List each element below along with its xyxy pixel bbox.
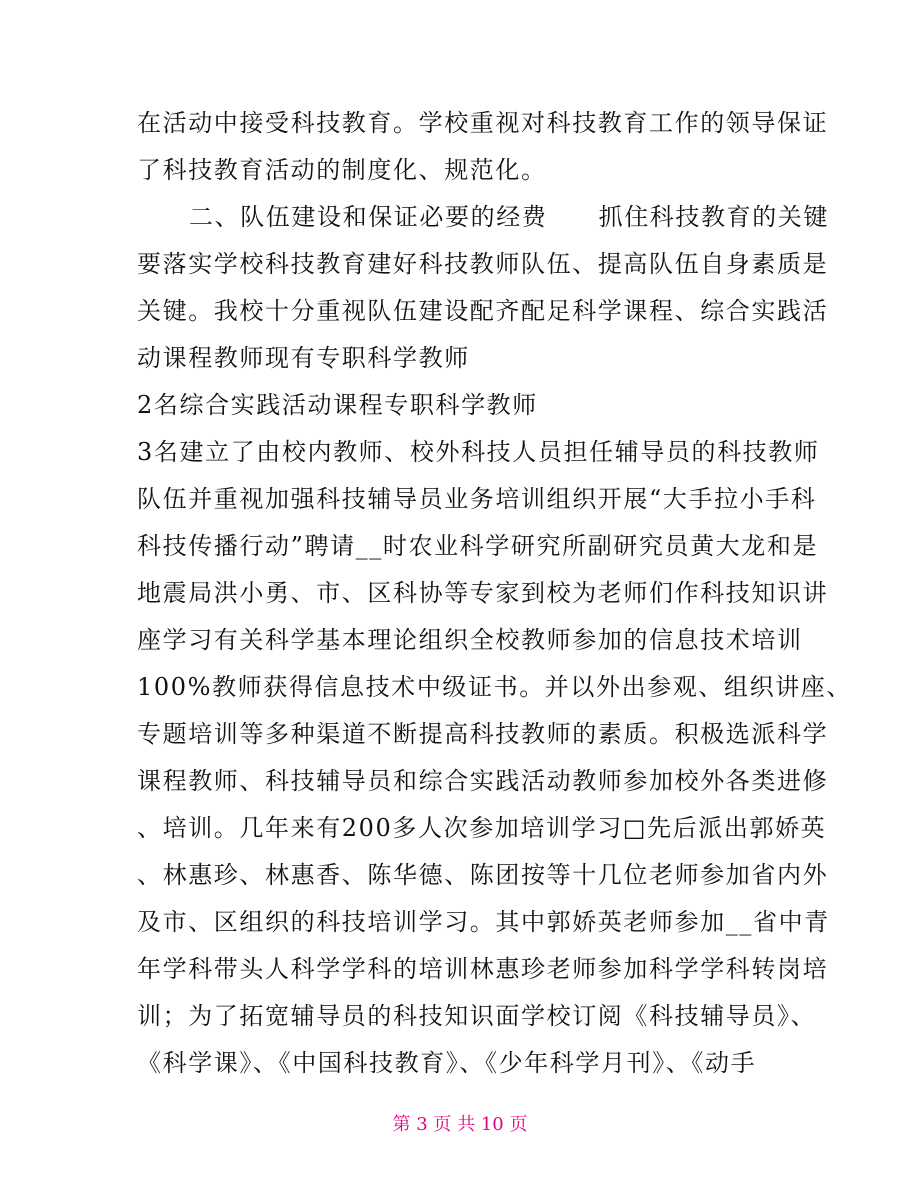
page-number-footer: 第 3 页 共 10 页 <box>392 1114 528 1135</box>
text-line: 3名建立了由校内教师、校外科技人员担任辅导员的科技教师 <box>137 438 820 466</box>
text-line: 100%教师获得信息技术中级证书。并以外出参观、组织讲座、 <box>137 673 853 701</box>
text-line: 在活动中接受科技教育。学校重视对科技教育工作的领导保证 <box>137 109 829 137</box>
text-line: 动课程教师现有专职科学教师 <box>137 344 470 372</box>
text-line: 及市、区组织的科技培训学习。其中郭娇英老师参加__省中青 <box>137 908 830 936</box>
body-text <box>137 100 853 1087</box>
text-line: 年学科带头人科学学科的培训林惠珍老师参加科学学科转岗培 <box>137 955 829 983</box>
text-line: 座学习有关科学基本理论组织全校教师参加的信息技术培训 <box>137 626 803 654</box>
text-line: 课程教师、科技辅导员和综合实践活动教师参加校外各类进修 <box>137 767 829 795</box>
text-line: 地震局洪小勇、市、区科协等专家到校为老师们作科技知识讲 <box>137 579 829 607</box>
text-line: 关键。我校十分重视队伍建设配齐配足科学课程、综合实践活 <box>137 297 829 325</box>
text-line: 队伍并重视加强科技辅导员业务培训组织开展“大手拉小手科 <box>137 485 817 513</box>
text-line: 、林惠珍、林惠香、陈华德、陈团按等十几位老师参加省内外 <box>137 861 829 889</box>
text-line: 科技传播行动”聘请__时农业科学研究所副研究员黄大龙和是 <box>137 532 819 560</box>
text-line: 要落实学校科技教育建好科技教师队伍、提高队伍自身素质是 <box>137 250 829 278</box>
text-line: 专题培训等多种渠道不断提高科技教师的素质。积极选派科学 <box>137 720 829 748</box>
text-line: 《科学课》、《中国科技教育》、《少年科学月刊》、《动手 <box>137 1049 757 1077</box>
text-line: 、培训。几年来有200多人次参加培训学习□先后派出郭娇英 <box>137 814 827 842</box>
text-line: 了科技教育活动的制度化、规范化。 <box>137 156 547 184</box>
text-line: 2名综合实践活动课程专职科学教师 <box>137 391 538 419</box>
text-line: 训；为了拓宽辅导员的科技知识面学校订阅《科技辅导员》、 <box>137 1002 817 1030</box>
section-heading-line: 二、队伍建设和保证必要的经费 抓住科技教育的关键 <box>189 203 829 231</box>
